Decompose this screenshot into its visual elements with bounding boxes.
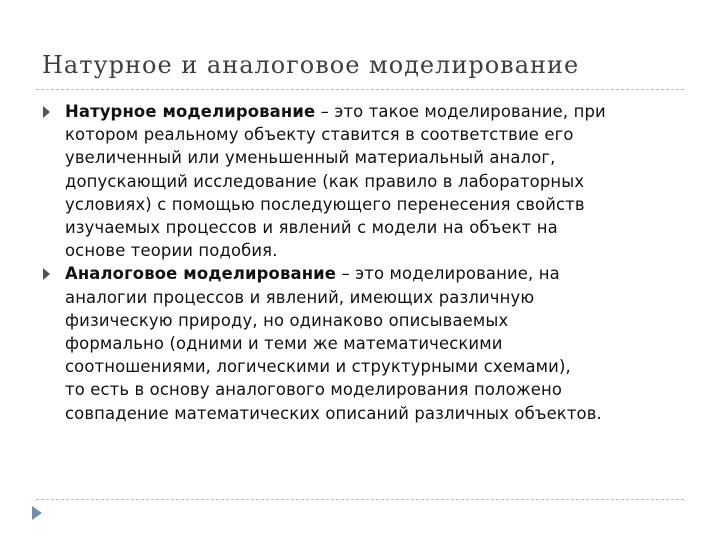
- bullet-term: Натурное моделирование: [65, 102, 316, 121]
- bullet-arrow-icon: [43, 268, 50, 280]
- bullet-text: – это моделирование, на: [336, 264, 560, 284]
- bullet-line: то есть в основу аналогового моделирования положено: [65, 380, 563, 400]
- title-divider: [36, 89, 684, 90]
- slide-title: Натурное и аналоговое моделирование: [42, 51, 580, 79]
- bullet-line: изучаемых процессов и явлений с модели на объект на: [65, 218, 558, 238]
- bullet-term: Аналоговое моделирование: [65, 264, 337, 284]
- bullet-natural-modeling: [40, 100, 700, 262]
- bullet-line: физическую природу, но одинаково описываемых: [65, 310, 509, 330]
- bullet-first-line: [65, 262, 700, 285]
- bullet-line: условиях) с помощью последующего перенесения свойств: [65, 194, 585, 214]
- bullet-line: аналогии процессов и явлений, имеющих различную: [65, 287, 535, 307]
- bullet-line: увеличенный или уменьшенный материальный аналог,: [65, 148, 556, 168]
- bullet-analog-modeling: [40, 262, 700, 424]
- bullet-text: – это такое моделирование, при: [315, 102, 606, 121]
- bullet-first-line: [65, 100, 700, 123]
- bullet-line: допускающий исследование (как правило в лабораторных: [65, 171, 585, 191]
- bullet-line: формально (одними и теми же математическими: [65, 334, 503, 354]
- bullet-line: совпадение математических описаний различных объектов.: [65, 403, 602, 423]
- footer-divider: [36, 499, 684, 500]
- bullet-line: основе теории подобия.: [65, 241, 278, 261]
- bullet-line: котором реальному объекту ставится в соответствие его: [65, 125, 574, 145]
- bullet-line: соотношениями, логическими и структурными схемами),: [65, 357, 571, 377]
- bullet-arrow-icon: [43, 106, 50, 118]
- slide-body: [40, 100, 700, 425]
- next-slide-arrow-icon[interactable]: [32, 506, 42, 520]
